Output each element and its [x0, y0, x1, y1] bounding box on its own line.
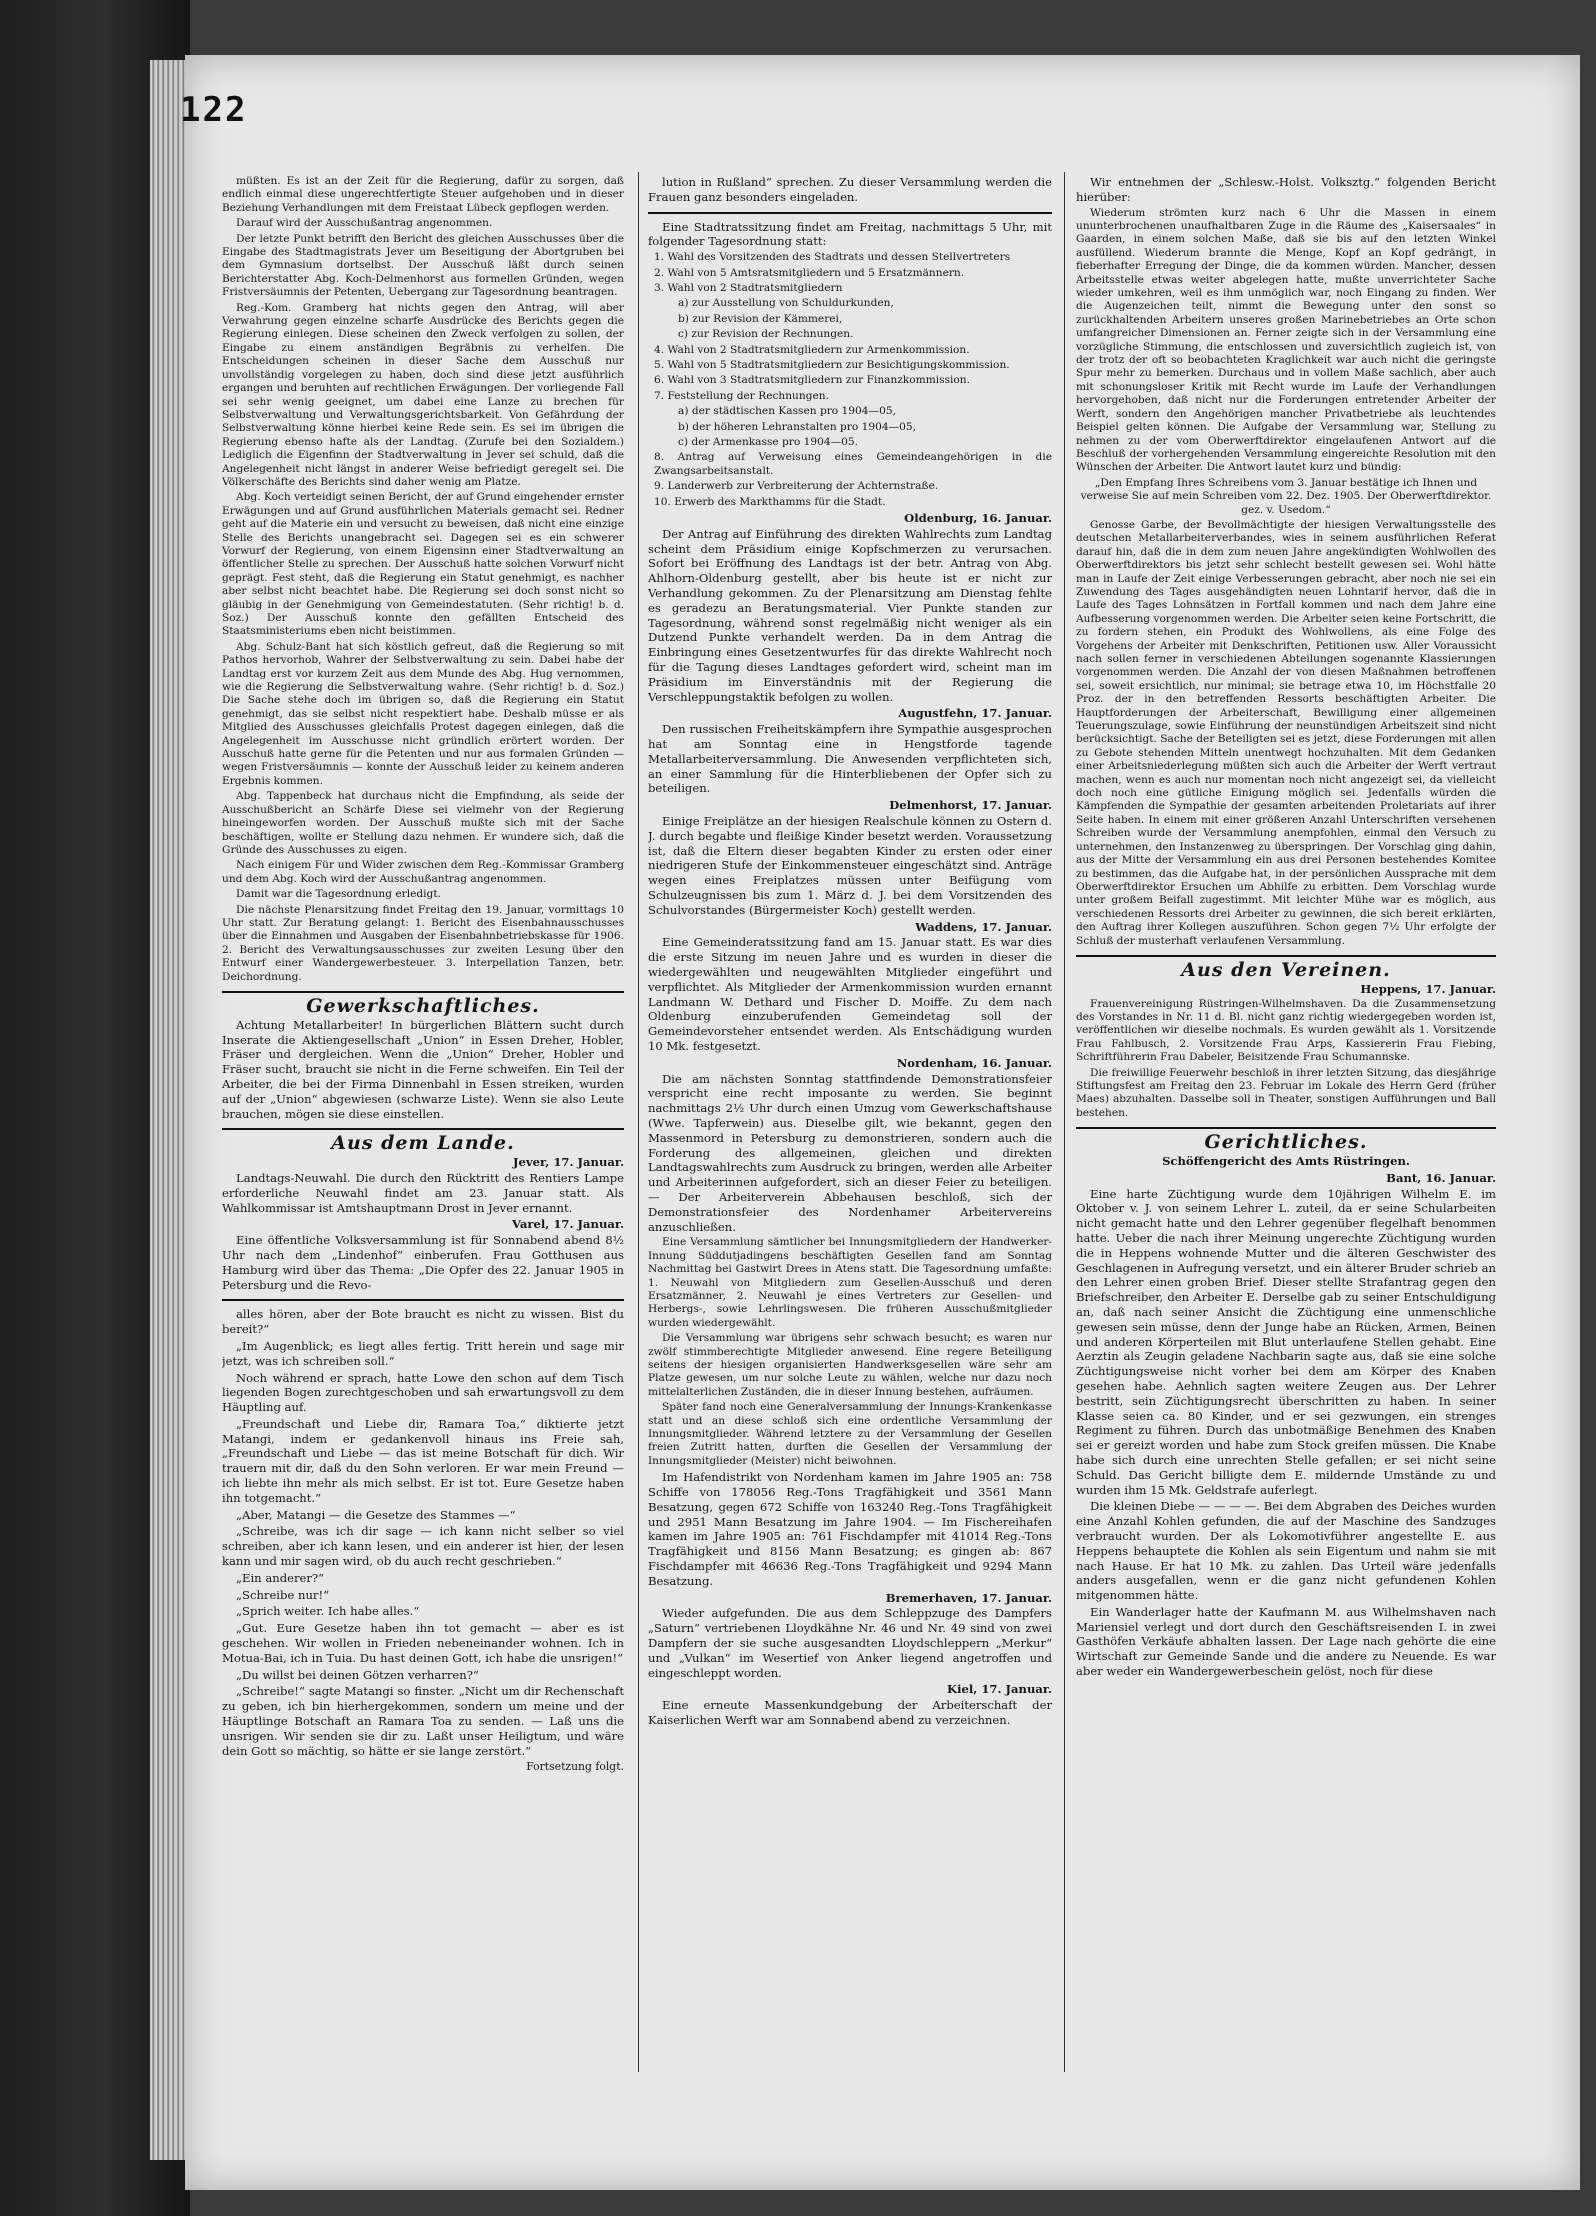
column-1	[222, 175, 624, 2105]
agenda-item: 4. Wahl von 2 Stadtratsmitgliedern zur Armenkommission.	[654, 343, 970, 356]
dateline: Bant, 16. Januar.	[1386, 1170, 1496, 1185]
paragraph: lution in Rußland“ sprechen. Zu dieser Versammlung werden die Frauen ganz besonders eingeladen.	[648, 175, 1052, 204]
paragraph: Genosse Garbe, der Bevollmächtigte der hiesigen Verwaltungsstelle des deutschen Metallarbeiterverbandes, wies in seinem ausführlichen Referat darauf hin, daß die in dem zum neuen Jahre angekündigten Wohlwollen des Oberwerftdirektors bis jetzt sehr schlecht bestellt gewesen sei. Wohl hätte man in Laufe der Zeit einige Verbesserungen gebracht, aber noch nie sei ein Zuwendung des Tages ausgehändigten neuen Lohntarif hervor, daß die in Laufe des Tages Lohnsätzen in Fortfall kommen und nach dem Jahre eine Aufbesserung vorgenommen werden. Die Arbeiter seien keine Fortschritt, die zu fordern stehen, ein Produkt des Wohlwollens, als eine Folge des Vorgehens der Arbeiter mit Denkschriften, Petitionen usw. Aller Voraussicht nach sollen ferner in verschiedenen Abteilungen sogenannte Klassierungen vorgenommen werden. Die Anzahl der von diesen Maßnahmen betroffenen sei, soweit ersichtlich, nur minimal; sie betrage etwa 10, im Höchstfalle 20 Proz. der in den betreffenden Ressorts beschäftigten Arbeiter. Die Hauptforderungen der Arbeiterschaft, Bewilligung einer allgemeinen Teuerungszulage, sowie Einführung der neunstündigen Arbeitszeit sind nicht berücksichtigt. Sache der Beteiligten sei es jetzt, diese Forderungen mit allen zu Gebote stehenden Mitteln unentwegt hochzuhalten. Mit dem Gedanken einer Arbeitsniederlegung müßten sich auch die Arbeiter der Werft vertraut machen, wenn es auch nur momentan noch nicht angezeigt sei, da vielleicht doch noch eine gütliche Einigung möglich sei. Jedenfalls würden die Kämpfenden die Sympathie der gesamten arbeitenden Proletariats auf ihrer Seite haben. In einem mit einer größeren Anzahl Unterschriften versehenen Schreiben wurde der Versammlung anempfohlen, einmal den Versuch zu unternehmen, den Instanzenweg zu überspringen. Der Vorschlag ging dahin, aus der Mitte der Versammlung ein aus drei Personen bestehendes Komitee zu bestimmen, das die Aufgabe hat, in der persönlichen Aussprache mit dem Oberwerftdirektor Ersuchen um Abhilfe zu erbitten. Dem Vorschlag wurde unter großem Beifall zugestimmt. Mit leichter Mühe war es möglich, aus verschiedenen Ressorts drei Arbeiter zu gewinnen, die sich bereit erklärten, den Auftrag ihrer Kollegen auszuführen. Schon gegen 7½ Uhr erfolgte der Schluß der musterhaft verlaufenen Versammlung.	[1076, 518, 1496, 947]
dateline: Delmenhorst, 17. Januar.	[889, 798, 1052, 813]
section-rule	[222, 1299, 624, 1301]
serial-paragraph: „Ein anderer?“	[236, 1570, 325, 1585]
column-3	[1076, 175, 1496, 2105]
paragraph: Abg. Koch verteidigt seinen Bericht, der auf Grund eingehender ernster Erwägungen und auf Grund ausführlichen Materials gemacht sei. Redner geht auf die Materie ein und versucht zu beweisen, daß nicht eine einzige Stelle des Berichts unangebracht sei. Dagegen sei es ein schwerer Vorwurf der Regierung, von einem Eigensinn einer Stadtverwaltung an öffentlicher Stelle zu sprechen. Der Ausschuß hatte solchen Vorwurf nicht geprägt. Fest steht, daß die Regierung ein Statut genehmigt, es nachher aber selbst nicht beachtet habe. Die Regierung sei doch sonst nicht so gläubig in der Genehmigung von Gemeindestatuten. (Sehr richtig! b. d. Soz.) Der Ausschuß konnte den gefällten Entscheid des Staatsministeriums eben nicht beistimmen.	[222, 491, 624, 638]
agenda-item: 8. Antrag auf Verweisung eines Gemeindeangehörigen in die Zwangsarbeitsanstalt.	[654, 451, 1052, 477]
dateline: Heppens, 17. Januar.	[1360, 981, 1496, 996]
column-2	[648, 175, 1052, 2105]
paragraph: Ein Wanderlager hatte der Kaufmann M. aus Wilhelmshaven nach Mariensiel verlegt und dort durch den Geschäftsreisenden I. in zwei Gasthöfen Verkäufe abhalten lassen. Der Lage nach gehörte die eine Wirtschaft zur Gemeinde Sande und die andere zu Neuende. Es war aber weder ein Wandergewerbeschein gelöst, noch für diese	[1076, 1604, 1496, 1679]
paragraph: Abg. Tappenbeck hat durchaus nicht die Empfindung, als seide der Ausschußbericht an Schärfe Diese sei vielmehr von der Regierung hineingeworfen worden. Der Ausschuß mußte sich mit der Sache beschäftigen, wollte er Stellung dazu nehmen. Er wundere sich, daß die Gründe des Ausschusses zu eigen.	[222, 790, 624, 856]
paragraph: Die freiwillige Feuerwehr beschloß in ihrer letzten Sitzung, das diesjährige Stiftungsfest am Freitag den 23. Februar im Lokale des Herrn Gerd (früher Maes) abzuhalten. Dasselbe soll in Theater, sonstigen Aufführungen und Ball bestehen.	[1076, 1066, 1496, 1119]
paragraph: Achtung Metallarbeiter! In bürgerlichen Blättern sucht durch Inserate die Aktiengesellschaft „Union“ in Essen Dreher, Hobler, Fräser und dergleichen. Wenn die „Union“ Dreher, Hobler und Fräser sucht, braucht sie nicht in die Ferne schweifen. Ein Teil der Arbeiter, die bei der Firma Dinnenbahl in Essen streiken, wurden auf der „Union“ abgewiesen (schwarze Liste). Wenn sie also Leute brauchen, mögen sie diese einstellen.	[222, 1017, 624, 1121]
agenda-subitem: c) zur Revision der Rechnungen.	[678, 328, 854, 341]
section-rule	[648, 212, 1052, 214]
serial-paragraph: „Sprich weiter. Ich habe alles.“	[236, 1604, 420, 1619]
paragraph: Damit war die Tagesordnung erledigt.	[236, 888, 441, 901]
paragraph: Die am nächsten Sonntag stattfindende Demonstrationsfeier verspricht eine recht imposante zu werden. Sie beginnt nachmittags 2½ Uhr durch einen Umzug vom Gewerkschaftshause (Wwe. Tapferwein) aus. Dieselbe gilt, wie bekannt, gegen den Massenmord in Petersburg zu demonstrieren, sondern auch die Forderung des allgemeinen, gleichen und direkten Landtagswahlrechts zum Ausdruck zu bringen, werden alle Arbeiter und Arbeiterinnen aufgefordert, sich an dieser Feier zu beteiligen. — Der Arbeiterverein Abbehausen beschloß, sich der Demonstrationsfeier des Nordenhamer Arbeitervereins anzuschließen.	[648, 1071, 1052, 1234]
continued-note: Fortsetzung folgt.	[526, 1760, 624, 1774]
agenda-item: 5. Wahl von 5 Stadtratsmitgliedern zur Besichtigungskommission.	[654, 359, 1010, 372]
paragraph: Abg. Schulz-Bant hat sich köstlich gefreut, daß die Regierung so mit Pathos hervorhob, Wahrer der Selbstverwaltung zu sein. Dabei habe der Landtag erst vor kurzem Zeit aus dem Munde des Abg. Hug vernommen, wie die Regierung die Selbstverwaltung wahre. (Sehr richtig! b. d. Soz.) Die Sache stehe doch im übrigen so, daß die Regierung ein Statut genehmigt, das sie selbst nicht respektiert habe. Deshalb müsse er als Mitglied des Ausschusses gleichfalls Protest dagegen einlegen, daß die Angelegenheit im Ausschusse nicht gründlich erörtert worden. Der Ausschuß hatte gerne für die Petenten und nur aus formalen Gründen — wegen Fristversäumnis — konnte der Ausschuß leider zu keinem anderen Ergebnis kommen.	[222, 640, 624, 787]
dateline: Jever, 17. Januar.	[513, 1155, 624, 1170]
paragraph: Wir entnehmen der „Schlesw.-Holst. Volksztg.“ folgenden Bericht hierüber:	[1076, 175, 1496, 204]
paragraph: Darauf wird der Ausschußantrag angenommen.	[236, 217, 493, 230]
serial-paragraph: „Im Augenblick; es liegt alles fertig. Tritt herein und sage mir jetzt, was ich schreiben soll.“	[222, 1338, 624, 1368]
page-number: 122	[180, 90, 248, 130]
paragraph: Wiederum strömten kurz nach 6 Uhr die Massen in einem ununterbrochenen unaufhaltbaren Zuge in die Räume des „Kaisersaales“ in Gaarden, in einem solchen Maße, daß sie bis auf den letzten Winkel ausfüllend. Wiederum brannte die Menge, Kopf an Kopf gedrängt, in fieberhafter Erregung der Dinge, die da kommen würden. Mancher, dessen Arbeitsstelle etwas weiter abgelegen hatte, mußte unverrichteter Sache wieder umkehren, weil es ihm unmöglich war, noch Eingang zu finden. Wer die Augenzeichen teilt, nimmt die Bewegung unter den sonst so zurückhaltenden Arbeitern unseres großen Marinebetriebes an Orte schon umfangreicher Dimensionen an. Ferner zeigte sich in der Versammlung eine vorzügliche Stimmung, die entschlossen und zuversichtlich zugleich ist, von der trotz der oft so beobachteten Kraglichkeit war auch nicht die geringste Spur mehr zu bemerken. Durchaus und in vollem Maße sachlich, aber auch mit schonungsloser Kritik mit Recht wurde im Laufe der Verhandlungen hervorgehoben, daß nicht nur die Forderungen entretender Arbeiter der Werft, sondern den Angehörigen mancher Privatbetriebe als leuchtendes Beispiel gelten können. Die Aufgabe der Versammlung war, Stellung zu nehmen zu der vom Oberwerftdirektor eingelaufenen Antwort auf die Beschluß der vorhergehenden Versammlung eingereichte Resolution mit den Wünschen der Arbeiter. Die Antwort lautet kurz und bündig:	[1076, 206, 1496, 474]
paragraph: Eine öffentliche Volksversammlung ist für Sonnabend abend 8½ Uhr nach dem „Lindenhof“ einberufen. Frau Gotthusen aus Hamburg wird über das Thema: „Die Opfer des 22. Januar 1905 in Petersburg und die Revo-	[222, 1233, 624, 1292]
agenda-subitem: a) zur Ausstellung von Schuldurkunden,	[678, 297, 894, 310]
section-rule	[222, 1128, 624, 1130]
paragraph: Landtags-Neuwahl. Die durch den Rücktritt des Rentiers Lampe erforderliche Neuwahl findet am 23. Januar statt. Als Wahlkommissar ist Amtshauptmann Drost in Jever ernannt.	[222, 1170, 624, 1215]
page-edges	[150, 60, 190, 2160]
dateline: Waddens, 17. Januar.	[915, 919, 1052, 934]
paragraph: Frauenvereinigung Rüstringen-Wilhelmshaven. Da die Zusammensetzung des Vorstandes in Nr. 11 d. Bl. nicht ganz richtig wiedergegeben worden ist, veröffentlichen wir dieselbe nochmals. Es wurden gewählt als 1. Vorsitzende Frau Fahlbusch, 2. Vorsitzende Frau Arps, Kassiererin Frau Fiebing, Schriftführerin Frau Dabeler, Beisitzende Frau Schumannske.	[1076, 997, 1496, 1064]
serial-paragraph: „Du willst bei deinen Götzen verharren?“	[236, 1667, 479, 1682]
agenda-subitem: b) der höheren Lehranstalten pro 1904—05,	[678, 420, 917, 433]
dateline: Varel, 17. Januar.	[511, 1217, 624, 1232]
column-divider	[638, 172, 639, 2072]
section-heading: Gewerkschaftliches.	[306, 994, 540, 1017]
agenda-item: 2. Wahl von 5 Amtsratsmitgliedern und 5 Ersatzmännern.	[654, 266, 965, 279]
dateline: Kiel, 17. Januar.	[947, 1682, 1052, 1697]
section-heading: Aus dem Lande.	[331, 1132, 515, 1155]
serial-paragraph: „Gut. Eure Gesetze haben ihn tot gemacht — aber es ist geschehen. Wir wollen in Frieden nebeneinander wohnen. Ich in Motua-Bai, ich in Tuia. Du hast deinen Gott, ich habe die unsrigen!“	[222, 1621, 624, 1665]
paragraph: Wieder aufgefunden. Die aus dem Schleppzuge des Dampfers „Saturn“ vertriebenen Lloydkähne Nr. 46 und Nr. 49 sind von zwei Dampfern der sie suche ausgesandten Lloydschleppern „Merkur“ und „Vulkan“ im Wesertief von Anker liegend angetroffen und eingeschleppt worden.	[648, 1606, 1052, 1680]
agenda-subitem: b) zur Revision der Kämmerei,	[678, 312, 843, 325]
paragraph: Eine Versammlung sämtlicher bei Innungsmitgliedern der Handwerker-Innung Süddutjadingens beschäftigten Gesellen fand am Sonntag Nachmittag bei Gastwirt Drees in Atens statt. Die Tagesordnung umfaßte: 1. Neuwahl von Mitgliedern zum Gesellen-Ausschuß und deren Ersatzmänner, 2. Neuwahl je eines Vertreters zur Gesellen- und Herbergs-, sowie Lehrlingswesen. Die früheren Ausschußmitglieder wurden wiedergewählt.	[648, 1236, 1052, 1329]
agenda-item: 3. Wahl von 2 Stadtratsmitgliedern	[654, 282, 843, 294]
paragraph: Die Versammlung war übrigens sehr schwach besucht; es waren nur zwölf stimmberechtigte Mitglieder anwesend. Eine regere Beteiligung seitens der hiesigen organisierten Handwerksgesellen wäre sehr am Platze gewesen, um nur solche Leute zu wählen, welche nur dazu noch mittelalterlichen Zuständen, die in dieser Innung bestehen, aufräumen.	[648, 1332, 1052, 1398]
agenda-item: 7. Feststellung der Rechnungen.	[654, 389, 829, 402]
serial-paragraph: „Freundschaft und Liebe dir, Ramara Toa,“ diktierte jetzt Matangi, indem er gedankenvoll hinaus ins Freie sah, „Freundschaft und Liebe — das ist meine Botschaft für dich. Wir trauern mit dir, daß du den Sohn verloren. Er war mein Freund — ich liebte ihn mehr als mich selbst. Er ist tot. Eure Gesetze haben ihn totgemacht.“	[222, 1416, 624, 1505]
agenda-item: 9. Landerwerb zur Verbreiterung der Achternstraße.	[654, 480, 939, 493]
section-rule	[1076, 1127, 1496, 1129]
section-rule	[1076, 955, 1496, 957]
agenda-item: 1. Wahl des Vorsitzenden des Stadtrats und dessen Stellvertreters	[654, 251, 1011, 264]
paragraph: Einige Freiplätze an der hiesigen Realschule können zu Ostern d. J. durch begabte und fleißige Kinder besetzt werden. Voraussetzung ist, daß die Eltern dieser begabten Kinder zu ersten oder einer niedrigeren Stufe der Einkommensteuer eingeschätzt sind. Anträge wegen eines Freiplatzes müssen unter Beifügung vom Schulzeugnissen bis zum 1. März d. J. bei dem Vorsitzenden des Schulvorstandes (Bürgermeister Koch) gestellt werden.	[648, 814, 1052, 917]
paragraph: Im Hafendistrikt von Nordenham kamen im Jahre 1905 an: 758 Schiffe von 178056 Reg.-Tons Tragfähigkeit und 3561 Mann Besatzung, gegen 672 Schiffe von 163240 Reg.-Tons Tragfähigkeit und 2951 Mann Besatzung im Jahre 1904. — Im Fischereihafen kamen im Jahre 1905 an: 761 Fischdampfer mit 41014 Reg.-Tons Tragfähigkeit und 8156 Mann Besatzung; es gingen ab: 867 Fischdampfer mit 46636 Reg.-Tons Tragfähigkeit und 9294 Mann Besatzung.	[648, 1470, 1052, 1588]
paragraph: Reg.-Kom. Gramberg hat nichts gegen den Antrag, will aber Verwahrung gegen einzelne scharfe Ausdrücke des Berichts gegen die Regierung einlegen. Diese scheinen den Zweck verfolgen zu sollen, der Eingabe zu einem anständigen Begräbnis zu verhelfen. Die Entscheidungen scheinen in dieser Sache dem Ausschuß nur unvollständig vorgelegen zu haben, doch sind diese jetzt ausführlich ergangen und beruhten auf rechtlichen Erwägungen. Der vorliegende Fall sei sehr wenig geeignet, um dabei eine Lanze zu brechen für Selbstverwaltung und Verwaltungsgerichtsbarkeit. Von Gefährdung der Selbstverwaltung könne hierbei keine Rede sein. Es sei im übrigen die Regierung ebenso hafte als der Landtag. (Zurufe bei den Sozialdem.) Lediglich die Eigenfinn der Stadtverwaltung in Jever sei schuld, daß die Angelegenheit nicht längst in anderer Weise befriedigt geregelt sei. Die Völkerschäfte des Berichts sind daher wenig am Platze.	[222, 301, 624, 488]
serial-paragraph: alles hören, aber der Bote braucht es nicht zu wissen. Bist du bereit?“	[222, 1307, 624, 1337]
agenda-subitem: a) der städtischen Kassen pro 1904—05,	[678, 405, 896, 418]
paragraph: Eine Stadtratssitzung findet am Freitag, nachmittags 5 Uhr, mit folgender Tagesordnung statt:	[648, 219, 1052, 249]
paragraph: Später fand noch eine Generalversammlung der Innungs-Krankenkasse statt und an diese schloß sich eine ordentliche Versammlung der Innungsmitglieder. Während letztere zu der Versammlung der Gesellen freien Zutritt hatten, durften die Gesellen der Versammlung der Innungsmitglieder (Meister) nicht beiwohnen.	[648, 1401, 1052, 1467]
section-rule	[222, 991, 624, 993]
serial-paragraph: „Schreibe nur!“	[236, 1587, 330, 1602]
subheading: Schöffengericht des Amts Rüstringen.	[1162, 1153, 1410, 1168]
serial-paragraph: „Aber, Matangi — die Gesetze des Stammes —“	[236, 1507, 516, 1522]
quoted-letter: „Den Empfang Ihres Schreibens vom 3. Januar bestätige ich Ihnen und verweise Sie auf mein Schreiben vom 22. Dez. 1905. Der Oberwerftdirektor. gez. v. Usedom.“	[1080, 476, 1492, 516]
paragraph: Eine Gemeinderatssitzung fand am 15. Januar statt. Es war dies die erste Sitzung im neuen Jahre und es wurden in dieser die wiedergewählten und neugewählten Mitglieder eingeführt und verpflichtet. Als Mitglieder der Armenkommission wurden ernannt Landmann W. Dethard und Fischer D. Moiffe. Zu dem nach Oldenburg einzuberufenden Gemeindetag soll der Gemeindevorsteher entsendet werden. Als Entschädigung wurden 10 Mk. festgesetzt.	[648, 935, 1052, 1053]
dateline: Augustfehn, 17. Januar.	[898, 706, 1052, 721]
paragraph: Der letzte Punkt betrifft den Bericht des gleichen Ausschusses über die Eingabe des Stadtmagistrats Jever um Beseitigung der Abortgruben bei dem Gymnasium dortselbst. Der Ausschuß läßt durch seinen Berichterstatter Abg. Koch-Delmenhorst aus formellen Gründen, wegen Fristversäumnis der Petenten, Uebergang zur Tagesordnung beantragen.	[222, 232, 624, 299]
serial-paragraph: „Schreibe!“ sagte Matangi so finster. „Nicht um dir Rechenschaft zu geben, ich bin hierhergekommen, sondern um meine und der Häuptlinge Botschaft an Ramara Toa zu senden. — Laß uns die unsrigen. Wir senden sie dir zu. Laßt unser Heiligtum, und wäre dein Gott so mächtig, so hätte er sie lange zerstört.“	[222, 1684, 624, 1758]
section-heading: Gerichtliches.	[1204, 1131, 1368, 1154]
section-heading: Aus den Vereinen.	[1181, 958, 1391, 981]
agenda-item: 6. Wahl von 3 Stadtratsmitgliedern zur Finanzkommission.	[654, 374, 970, 387]
paragraph: Die nächste Plenarsitzung findet Freitag den 19. Januar, vormittags 10 Uhr statt. Zur Beratung gelangt: 1. Bericht des Eisenbahnausschusses über die Einnahmen und Ausgaben der Eisenbahnbetriebskasse für 1906. 2. Bericht des Verwaltungsausschusses zur zweiten Lesung über den Entwurf einer Wandergewerbesteuer. 3. Interpellation Tanzen, betr. Deichordnung.	[222, 903, 624, 983]
dateline: Bremerhaven, 17. Januar.	[885, 1590, 1052, 1605]
paragraph: Den russischen Freiheitskämpfern ihre Sympathie ausgesprochen hat am Sonntag eine in Hengstforde tagende Metallarbeiterversammlung. Die Anwesenden verpflichteten sich, an einer Sammlung für die Hinterbliebenen der Opfer sich zu beteiligen.	[648, 722, 1052, 796]
column-divider	[1064, 172, 1065, 2072]
agenda-item: 10. Erwerb des Markthamms für die Stadt.	[654, 495, 886, 508]
dateline: Nordenham, 16. Januar.	[896, 1055, 1052, 1070]
paragraph: Eine erneute Massenkundgebung der Arbeiterschaft der Kaiserlichen Werft war am Sonnabend abend zu verzeichnen.	[648, 1698, 1052, 1727]
serial-paragraph: Noch während er sprach, hatte Lowe den schon auf dem Tisch liegenden Bogen zurechtgeschoben und sah erwartungsvoll zu dem Häuptling auf.	[222, 1370, 624, 1415]
dateline: Oldenburg, 16. Januar.	[904, 511, 1052, 526]
paragraph: Nach einigem Für und Wider zwischen dem Reg.-Kommissar Gramberg und dem Abg. Koch wird der Ausschußantrag angenommen.	[222, 859, 624, 885]
paragraph: Der Antrag auf Einführung des direkten Wahlrechts zum Landtag scheint dem Präsidium einige Kopfschmerzen zu verursachen. Sofort bei Eröffnung des Landtags ist der betr. Antrag von Abg. Ahlhorn-Oldenburg gestellt, aber bis heute ist er nicht zur Verhandlung gekommen. Zu der Plenarsitzung am Dienstag fehlte es geradezu an Beratungsmaterial. Vier Punkte standen zur Tagesordnung, während sonst regelmäßig nicht weniger als ein Dutzend Punkte verhandelt werden. Da in dem Antrag die Einbringung eines Gesetzentwurfes für das direkte Wahlrecht noch für die Tagung dieses Landtages gefordert wird, scheint man im Präsidium im Einverständnis mit der Regierung die Verschleppungstaktik befolgen zu wollen.	[648, 526, 1052, 704]
paragraph: müßten. Es ist an der Zeit für die Regierung, dafür zu sorgen, daß endlich einmal diese ungerechtfertigte Steuer aufgehoben und in dieser Beziehung Verhandlungen mit dem Freistaat Lübeck gepflogen werden.	[222, 175, 624, 214]
paragraph: Die kleinen Diebe — — — —. Bei dem Abgraben des Deiches wurden eine Anzahl Kohlen gefunden, die auf der Maschine des Sandzuges verbraucht wurden. Der als Lokomotivführer angestellte E. aus Heppens behauptete die Kohlen als sein Eigentum und nahm sie mit nach Hause. Er hat 10 Mk. zu zahlen. Das Urteil wäre jedenfalls anders ausgefallen, wenn er die ganz nicht gefundenen Kohlen mitgenommen hätte.	[1076, 1499, 1496, 1603]
paragraph: Eine harte Züchtigung wurde dem 10jährigen Wilhelm E. im Oktober v. J. von seinem Lehrer L. zuteil, da er seine Schularbeiten nicht gemacht hatte und den Lehrer gegenüber flegelhaft benommen hatte. Ueber die nach ihrer Meinung ungerechte Züchtigung wurden die in Heppens wohnende Mutter und die älteren Geschwister des Geschlagenen in Aufregung versetzt, und ein älterer Bruder schrieb an den Lehrer einen groben Brief. Dieser stellte Strafantrag gegen den Briefschreiber, den Arbeiter E. Derselbe gab zu seiner Entschuldigung an, daß nach seiner Ansicht die Züchtigung eine unmenschliche gewesen sein müsse, denn der Junge habe an Rücken, Armen, Beinen und anderen Körperteilen mit Blut unterlaufene Stellen gehabt. Eine Aerztin als Zeugin geladene Nachbarin sagte aus, daß sie eine solche Züchtigungsweise nicht vorher bei dem am Körper des Knaben gesehen habe. Aehnlich sagten weitere Zeugen aus. Der Lehrer bestritt, sein Züchtigungsrecht überschritten zu haben. In seiner Klasse seien ca. 80 Kinder, und er sei gezwungen, ein strenges Regiment zu führen. Durch das unbotmäßige Benehmen des Knaben sei er gereizt worden und habe zum Stock greifen müssen. Die Knabe habe sich durch eine unrechten Stelle gefallen; er sei nicht seine Schuld. Das Gericht billigte dem E. mildernde Umstände zu und wurden ihm 15 Mk. Geldstrafe auferlegt.	[1076, 1186, 1496, 1497]
serial-paragraph: „Schreibe, was ich dir sage — ich kann nicht selber so viel schreiben, aber ich kann lesen, und ein anderer ist hier, der lesen kann und mir sagen wird, ob du auch recht geschrieben.“	[222, 1524, 624, 1569]
agenda-subitem: c) der Armenkasse pro 1904—05.	[678, 436, 859, 449]
